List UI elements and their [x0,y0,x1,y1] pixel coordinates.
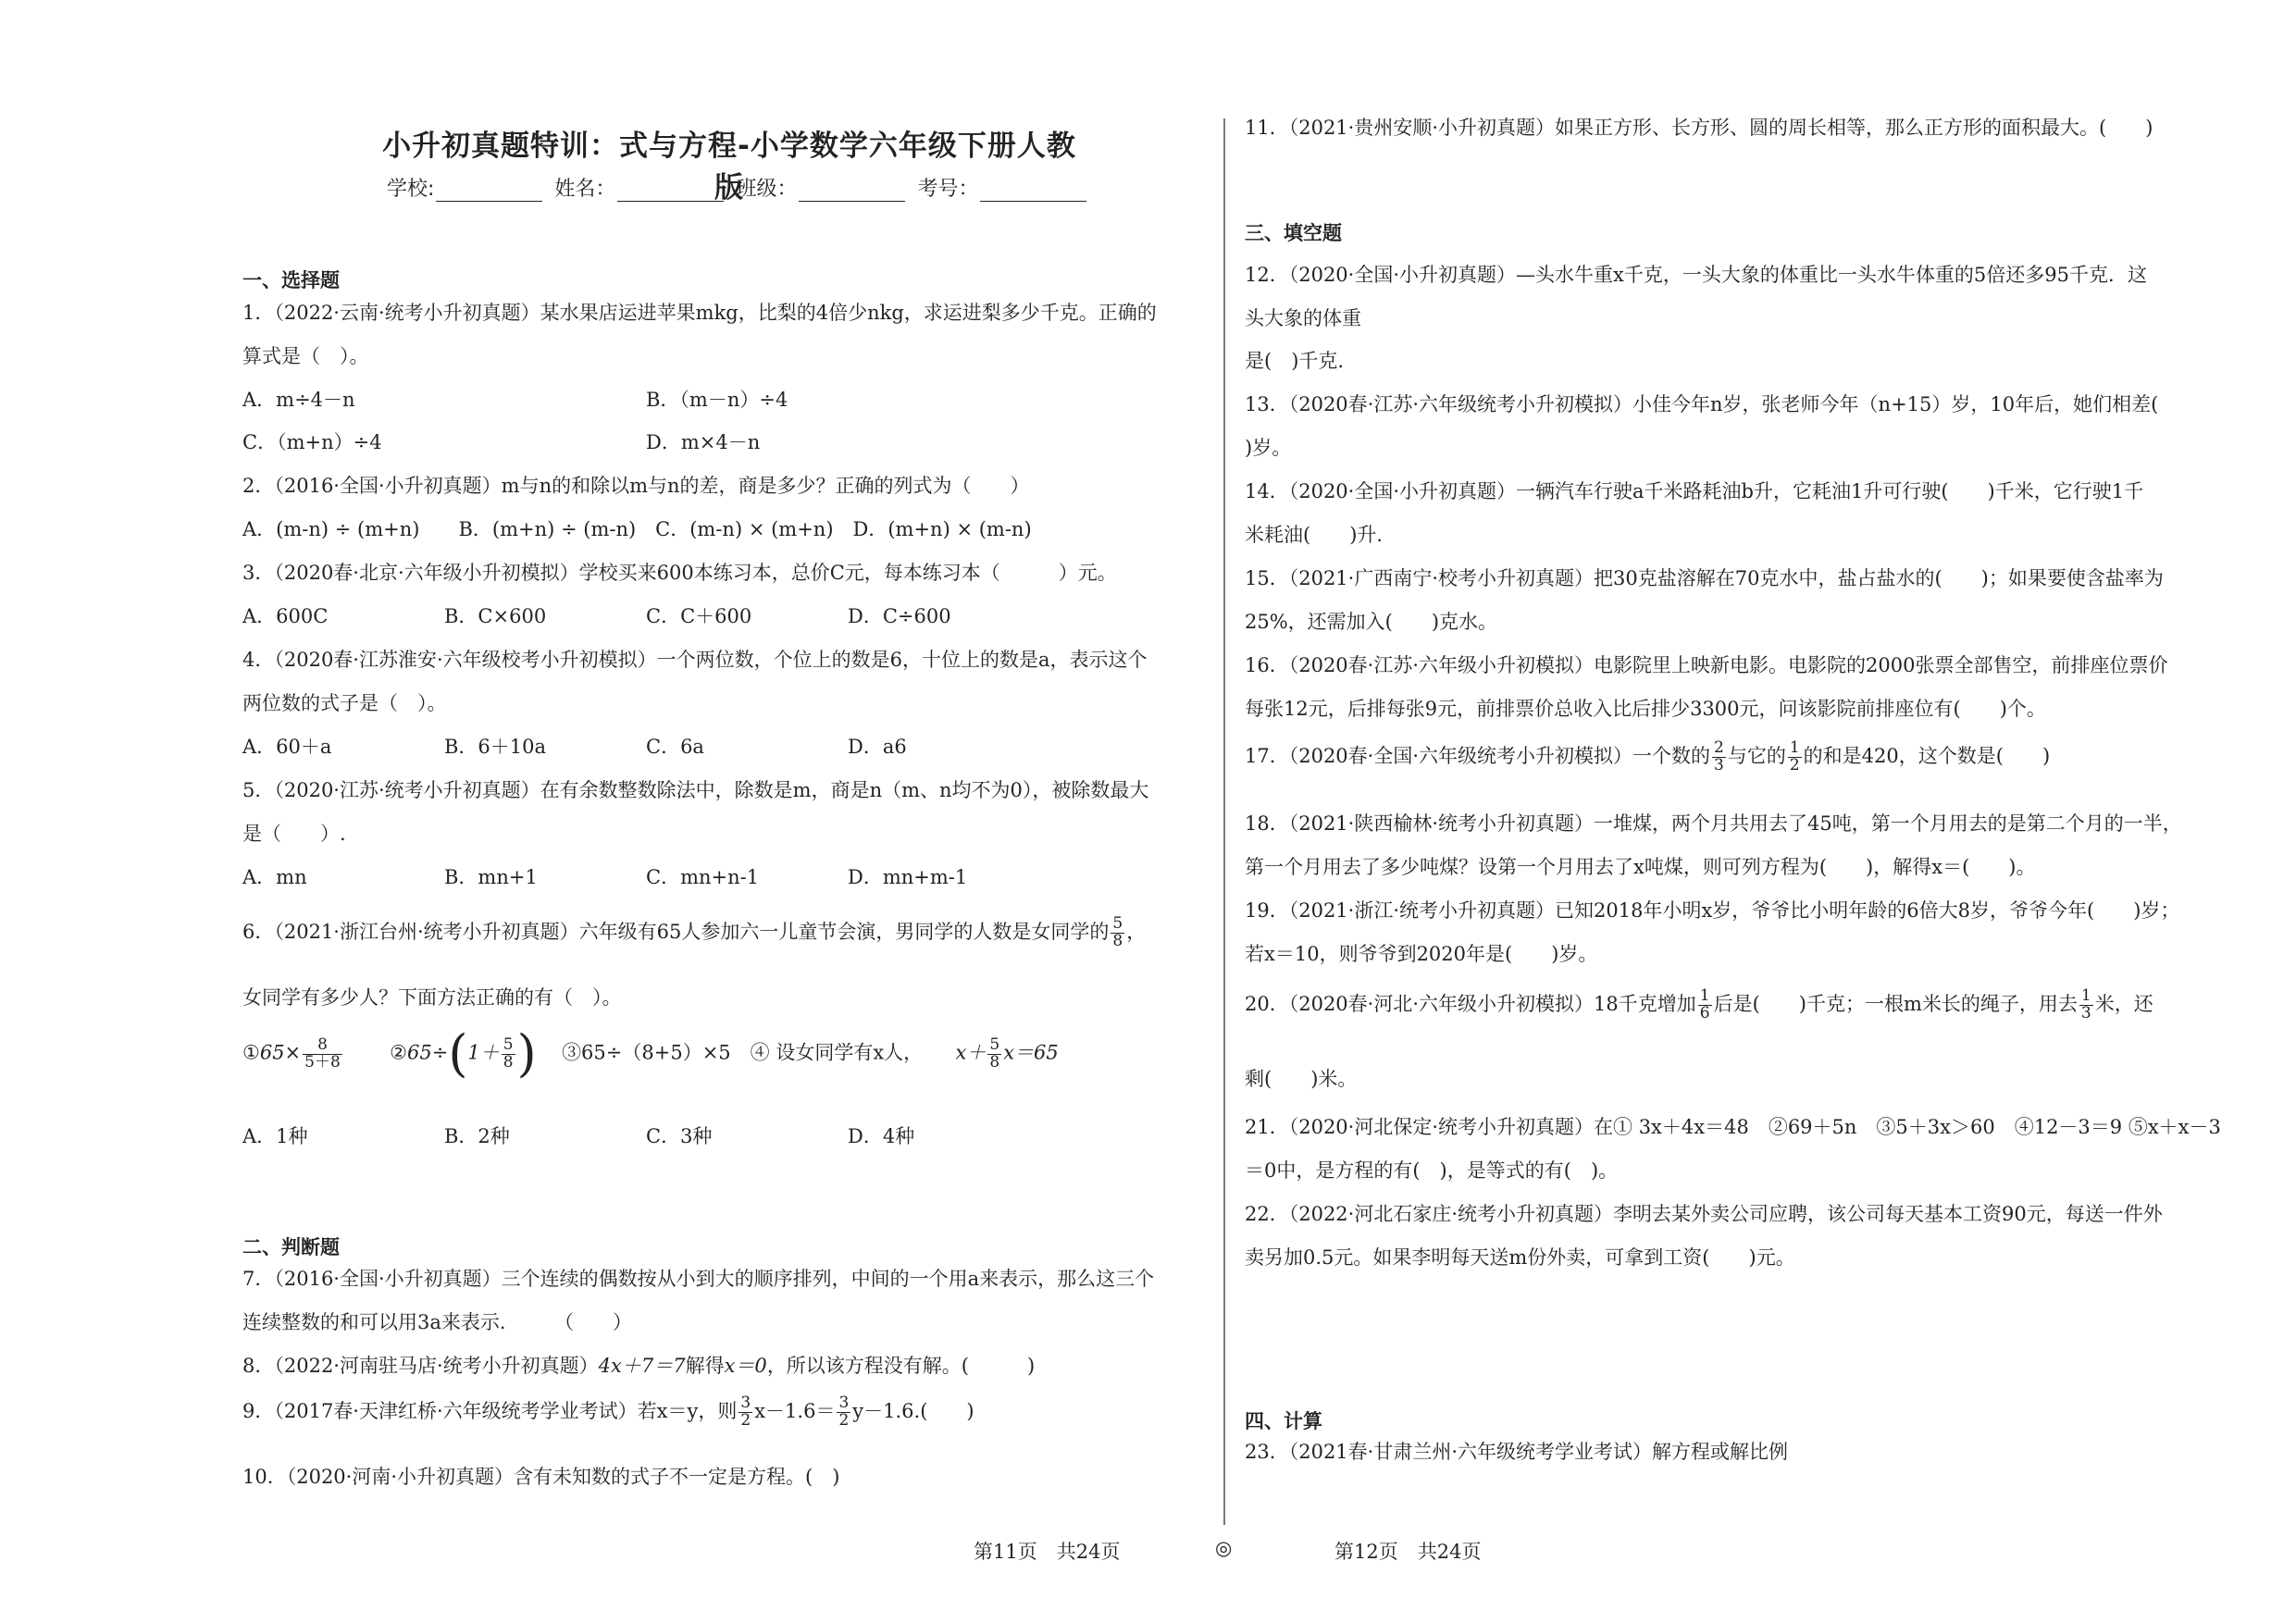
q2-line1: 2．（2016·全国·小升初真题）m与n的和除以m与n的差，商是多少？正确的列式为（ ） [242,475,1030,497]
q3-option-d: D．C÷600 [848,605,951,627]
q15-line1: 15．（2021·广西南宁·校考小升初真题）把30克盐溶解在70克水中，盐占盐水的( )；如果要使含盐率为 [1245,567,2164,589]
q13-line2: )岁。 [1245,437,1292,459]
q17-mid: 与它的 [1727,744,1786,767]
q3-line1: 3．（2020春·北京·六年级小升初模拟）学校买来600本练习本，总价C元，每本练习本（ ）元。 [242,562,1117,584]
q6-method1-marker: ① [242,1041,260,1064]
q22-line1: 22．（2022·河北石家庄·统考小升初真题）李明去某外卖公司应聘，该公司每天基本工资90元，每送一件外 [1245,1203,2163,1225]
footer-page-left: 第11页 共24页 [974,1541,1121,1563]
q17-fraction-2 [1788,740,1802,774]
q6-m4-denominator: 8 [989,1052,1000,1072]
q14-line1: 14．（2020·全国·小升初真题）一辆汽车行驶a千米路耗油b升，它耗油1升可行驶( )千米，它行驶1千 [1245,480,2144,502]
q17-line [1245,740,2050,774]
q20-suffix: 米，还 [2094,992,2153,1015]
q13-line1: 13．（2020春·江苏·六年级统考小升初模拟）小佳今年n岁，张老师今年（n+15）岁，10年后，她们相差( [1245,393,2159,415]
q7-line1: 7．（2016·全国·小升初真题）三个连续的偶数按从小到大的顺序排列，中间的一个用a来表示，那么这三个 [242,1268,1155,1290]
q18-line1: 18．（2021·陕西榆林·统考小升初真题）一堆煤，两个月共用去了45吨，第一个月用去的是第二个月的一半， [1245,812,2182,835]
q9-suffix: y－1.6.( ) [852,1399,974,1422]
q4-option-a: A．60＋a [242,736,332,758]
q1-option-a: A．m÷4－n [242,389,355,411]
q8-line [242,1351,1035,1379]
q6-frac-numerator: 5 [1112,914,1123,933]
q20-f2-denominator: 3 [2080,1003,2091,1022]
q12-line3: 是( )千克. [1245,350,1345,372]
q6-line2: 女同学有多少人？下面方法正确的有（ ）。 [242,986,622,1009]
section-heading-calc: 四、计算 [1245,1410,1322,1432]
q20-fraction-2 [2079,988,2093,1022]
q20-fraction-1 [1698,988,1712,1022]
q6-m2-denominator: 8 [503,1052,514,1072]
q1-option-d: D．m×4－n [646,431,761,453]
q17-f1-denominator: 3 [1714,755,1724,774]
q17-fraction-1 [1712,740,1726,774]
q6-fraction [1111,916,1124,950]
q6-method4-tail: x＝65 [1003,1041,1059,1064]
section-heading-fill: 三、填空题 [1245,222,1342,244]
school-label: 学校: [387,178,435,201]
q5-option-c: C．mn+n-1 [646,866,760,888]
section-heading-choice: 一、选择题 [242,269,340,291]
q8-suffix: ，所以该方程没有解。( ) [766,1355,1036,1377]
q6-m1-numerator: 8 [303,1037,342,1055]
q17-suffix: 的和是420，这个数是( ) [1803,744,2051,767]
q17-prefix: 17．（2020春·全国·六年级统考小升初模拟）一个数的 [1245,744,1711,767]
exam-number-label: 考号： [917,178,979,201]
q18-line2: 第一个月用去了多少吨煤？设第一个月用去了x吨煤，则可列方程为( )，解得x＝( )。 [1245,856,2036,878]
q9-f2-numerator: 3 [838,1394,850,1412]
q6-method2-expr: 65÷ [407,1041,449,1064]
q4-option-c: C．6a [646,736,704,758]
q12-line1: 12．（2020·全国·小升初真题）—头水牛重x千克，一头大象的体重比一头水牛体重的5倍还多95千克．这 [1245,264,2147,286]
q4-option-d: D．a6 [848,736,907,758]
q6-m4-numerator: 5 [989,1035,1000,1054]
q1-option-c: C．（m+n）÷4 [242,431,382,453]
q8-prefix: 8．（2022·河南驻马店·统考小升初真题） [242,1355,599,1377]
q3-option-a: A．600C [242,605,329,627]
q6-method2-fraction [502,1037,515,1072]
q6-methods: ①65× $\frac{8}{5+8}$ ②65÷(1＋ $\frac{5}{8}$ ) ③65÷（8+5）×5 ④ 设女同学有x人， x＋ $\frac{5}{8}$ x＝65 [242,1024,1059,1083]
q4-line2: 两位数的式子是（ ）。 [242,692,447,714]
q7-line2: 连续整数的和可以用3a来表示. （ ） [242,1311,633,1333]
school-blank [436,182,542,202]
q9-f2-denominator: 2 [838,1410,850,1430]
q9-f1-numerator: 3 [740,1394,751,1412]
q15-line2: 25%，还需加入( )克水。 [1245,611,1498,633]
q20-mid: 后是( )千克；一根m米长的绳子，用去 [1713,992,2078,1015]
q1-line1: 1．（2022·云南·统考小升初真题）某水果店运进苹果mkg，比梨的4倍少nkg，求运进梨多少千克。正确的 [242,302,1157,324]
name-blank [617,182,724,202]
q8-equation: 4x＋7＝7 [598,1355,686,1377]
q20-f1-numerator: 1 [1699,986,1710,1005]
q1-option-b: B．（m－n）÷4 [646,389,788,411]
q5-line2: 是（ ）. [242,823,346,845]
q19-line2: 若x＝10，则爷爷到2020年是( )岁。 [1245,943,1598,965]
q9-f1-denominator: 2 [740,1410,751,1430]
class-blank [799,182,905,202]
q16-line2: 每张12元，后排每张9元，前排票价总收入比后排少3300元，问该影院前排座位有( )个。 [1245,698,2046,720]
q17-f2-denominator: 2 [1789,755,1800,774]
q5-option-b: B．mn+1 [444,866,538,888]
q6-option-b: B．2种 [444,1125,510,1147]
q6-method1-fraction [303,1037,342,1072]
q4-line1: 4．（2020春·江苏淮安·六年级校考小升初模拟）一个两位数，个位上的数是6，十位上的数是a，表示这个 [242,649,1148,671]
section-heading-judgement: 二、判断题 [242,1236,340,1258]
q6-method4-expr: x＋ [955,1041,987,1064]
q5-option-d: D．mn+m-1 [848,866,968,888]
q9-fraction-2 [837,1395,850,1430]
q10-line1: 10．（2020·河南·小升初真题）含有未知数的式子不一定是方程。( ) [242,1466,840,1488]
q11-line1: 11．（2021·贵州安顺·小升初真题）如果正方形、长方形、圆的周长相等，那么正方形的面积最大。( ) [1245,117,2153,139]
q3-option-c: C．C＋600 [646,605,752,627]
q14-line2: 米耗油( )升. [1245,524,1384,546]
q8-mid: 解得 [685,1355,725,1377]
q6-option-d: D．4种 [848,1125,915,1147]
q17-f1-numerator: 2 [1714,738,1724,757]
q6-option-a: A．1种 [242,1125,308,1147]
column-divider [1223,118,1225,1525]
q5-option-a: A．mn [242,866,307,888]
q6-method3-and-4: ③65÷（8+5）×5 ④ 设女同学有x人， [562,1041,924,1064]
q22-line2: 卖另加0.5元。如果李明每天送m份外卖，可拿到工资( )元。 [1245,1246,1795,1269]
q6-method2-inner: 1＋ [467,1041,500,1064]
q16-line1: 16．（2020春·江苏·六年级小升初模拟）电影院里上映新电影。电影院的2000张票全部售空，前排座位票价 [1245,654,2168,676]
q21-line2: ＝0中，是方程的有( )，是等式的有( )。 [1245,1159,1619,1182]
q6-frac-denominator: 8 [1112,931,1123,950]
footer-page-right: 第12页 共24页 [1334,1541,1482,1563]
q20-line2: 剩( )米。 [1245,1068,1358,1090]
q4-option-b: B．6＋10a [444,736,547,758]
q9-mid: x－1.6＝ [754,1399,836,1422]
q6-m1-denominator: 5＋8 [304,1052,341,1072]
name-label: 姓名： [554,178,616,201]
q6-method2-marker: ② [390,1041,407,1064]
document-title: 小升初真题特训：式与方程-小学数学六年级下册人教版 [382,130,1076,204]
q6-option-c: C．3种 [646,1125,713,1147]
q12-line2: 头大象的体重 [1245,307,1361,329]
q9-prefix: 9．（2017春·天津红桥·六年级统考学业考试）若x＝y，则 [242,1399,738,1422]
q20-f2-numerator: 1 [2080,986,2091,1005]
q23-line1: 23．（2021春·甘肃兰州·六年级统考学业考试）解方程或解比例 [1245,1441,1789,1463]
q1-line2: 算式是（ ）。 [242,345,369,367]
q6-line1-end: ， [1126,920,1147,943]
q9-line [242,1395,974,1430]
q3-option-b: B．C×600 [444,605,547,627]
q6-method4-fraction [987,1037,1001,1072]
q8-solution: x＝0 [724,1355,767,1377]
student-info-line [387,173,1092,202]
q6-line1 [242,916,1146,950]
q20-line1 [1245,988,2153,1022]
q9-fraction-1 [738,1395,752,1430]
q5-line1: 5．（2020·江苏·统考小升初真题）在有余数整数除法中，除数是m，商是n（m、n均不为0），被除数最大 [242,779,1149,801]
q21-line1: 21．（2020·河北保定·统考小升初真题）在① 3x＋4x＝48 ②69＋5n ③5＋3x＞60 ④12－3＝9 ⑤x＋x－3 [1245,1116,2221,1138]
footer-center-mark: ◎ [1215,1537,1233,1559]
q20-prefix: 20．（2020春·河北·六年级小升初模拟）18千克增加 [1245,992,1696,1015]
q6-method1-expr: 65× [259,1041,302,1064]
q6-m2-numerator: 5 [503,1035,514,1054]
q20-f1-denominator: 6 [1699,1003,1710,1022]
q6-line1-text: 6．（2021·浙江台州·统考小升初真题）六年级有65人参加六一儿童节会演，男同学的人数是女同学的 [242,920,1110,943]
q19-line1: 19．（2021·浙江·统考小升初真题）已知2018年小明x岁，爷爷比小明年龄的6倍大8岁，爷爷今年( )岁； [1245,899,2180,922]
q17-f2-numerator: 1 [1789,738,1800,757]
q2-options: A．(m-n) ÷ (m+n) B．(m+n) ÷ (m-n) C．(m-n) × (m+n) D．(m+n) × (m-n) [242,518,1032,540]
exam-number-blank [980,182,1086,202]
class-label: 班级： [736,178,798,201]
